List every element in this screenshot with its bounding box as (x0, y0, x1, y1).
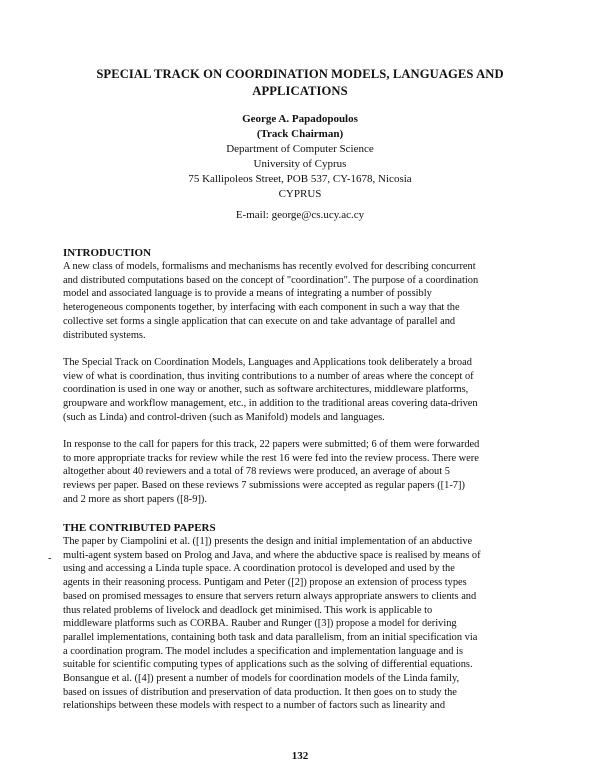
text-line: In response to the call for papers for this track, 22 papers were submitted; 6 of them were forwarded (63, 439, 480, 450)
author-country: CYPRUS (278, 188, 322, 200)
text-line: and distributed computations based on the concept of "coordination". The purpose of a coordination (63, 274, 479, 286)
text-line: relationships between these models with respect to a number of factors such as linearity and (63, 700, 446, 712)
text-line: based on issues of distribution and preservation of data production. It then goes on to study the (63, 686, 457, 698)
author-role: (Track Chairman) (256, 128, 344, 140)
text-line: Bonsangue et al. ([4]) present a number of models for coordination models of the Linda family, (63, 673, 460, 685)
author-department: Department of Computer Science (226, 143, 374, 155)
text-line: model and associated language is to provide a means of integrating a number of possibly (63, 288, 432, 300)
text-line: thus related problems of livelock and deadlock get minimised. This work is applicable to (63, 604, 433, 616)
introduction-paragraph-2 (63, 356, 549, 425)
author-block (40, 112, 560, 202)
text-line: multi-agent system based on Prolog and Java, and where the abductive space is realised by means of (63, 549, 481, 561)
text-line: a coordination program. The model includes a specification and implementation language and is (63, 645, 464, 657)
text-line: agents in their reasoning process. Puntigam and Peter ([2]) propose an extension of process types (63, 577, 467, 589)
paper-title (40, 66, 560, 100)
text-line: using and accessing a Linda tuple space. A coordination protocol is developed and used by the (63, 563, 455, 575)
text-line: The paper by Ciampolini et al. ([1]) presents the design and initial implementation of an abductive (63, 536, 473, 547)
text-line: to more appropriate tracks for review while the rest 16 were fed into the review process. There were (63, 452, 479, 464)
text-line: altogether about 40 reviewers and a total of 78 reviews were produced, an average of about 5 (63, 466, 450, 478)
text-line: The Special Track on Coordination Models, Languages and Applications took deliberately a broad (63, 357, 472, 368)
title-line-2: APPLICATIONS (252, 84, 348, 98)
text-line: view of what is coordination, thus inviting contributions to a number of areas where the concept of (63, 370, 474, 382)
text-line: A new class of models, formalisms and mechanisms has recently evolved for describing concurrent (63, 261, 476, 272)
author-name: George A. Papadopoulos (242, 113, 358, 125)
text-line: collective set forms a single application that can execute on and take advantage of parallel and (63, 315, 456, 327)
text-line: coordination is used in one way or another, such as software architectures, middleware platforms, (63, 384, 469, 396)
text-line: based on promised messages to ensure that servers return always appropriate answers to clients and (63, 590, 477, 602)
author-university: University of Cyprus (253, 158, 347, 170)
text-line: (such as Linda) and control-driven (such as Manifold) models and languages. (63, 411, 385, 423)
text-line: middleware platforms such as CORBA. Rauber and Runger ([3]) propose a model for deriving (63, 618, 457, 630)
introduction-paragraph-3 (63, 438, 549, 507)
text-line: suitable for scientific computing types of applications such as the solving of differential equations. (63, 659, 473, 671)
page-number: 132 (291, 750, 309, 762)
text-line: distributed systems. (63, 329, 146, 341)
margin-mark: - (48, 553, 52, 564)
text-line: and 2 more as short papers ([8-9]). (63, 493, 207, 505)
text-line: parallel implementations, containing both task and data parallelism, from an initial specification via (63, 631, 478, 643)
contributed-papers-heading: THE CONTRIBUTED PAPERS (63, 522, 216, 534)
text-line: reviews per paper. Based on these reviews 7 submissions were accepted as regular papers ([1-7]) (63, 480, 465, 492)
author-email: E-mail: george@cs.ucy.ac.cy (235, 209, 365, 221)
title-line-1: SPECIAL TRACK ON COORDINATION MODELS, LANGUAGES AND (96, 67, 504, 81)
introduction-paragraph-1 (63, 260, 549, 342)
introduction-heading: INTRODUCTION (63, 247, 152, 259)
contributed-papers-paragraph (63, 535, 549, 713)
text-line: heterogeneous components together, by interfacing with each component in such a way that the (63, 302, 460, 314)
text-line: groupware and workflow management, etc., in addition to the traditional areas covering data-driven (63, 398, 478, 410)
author-address: 75 Kallipoleos Street, POB 537, CY-1678, Nicosia (188, 173, 412, 185)
